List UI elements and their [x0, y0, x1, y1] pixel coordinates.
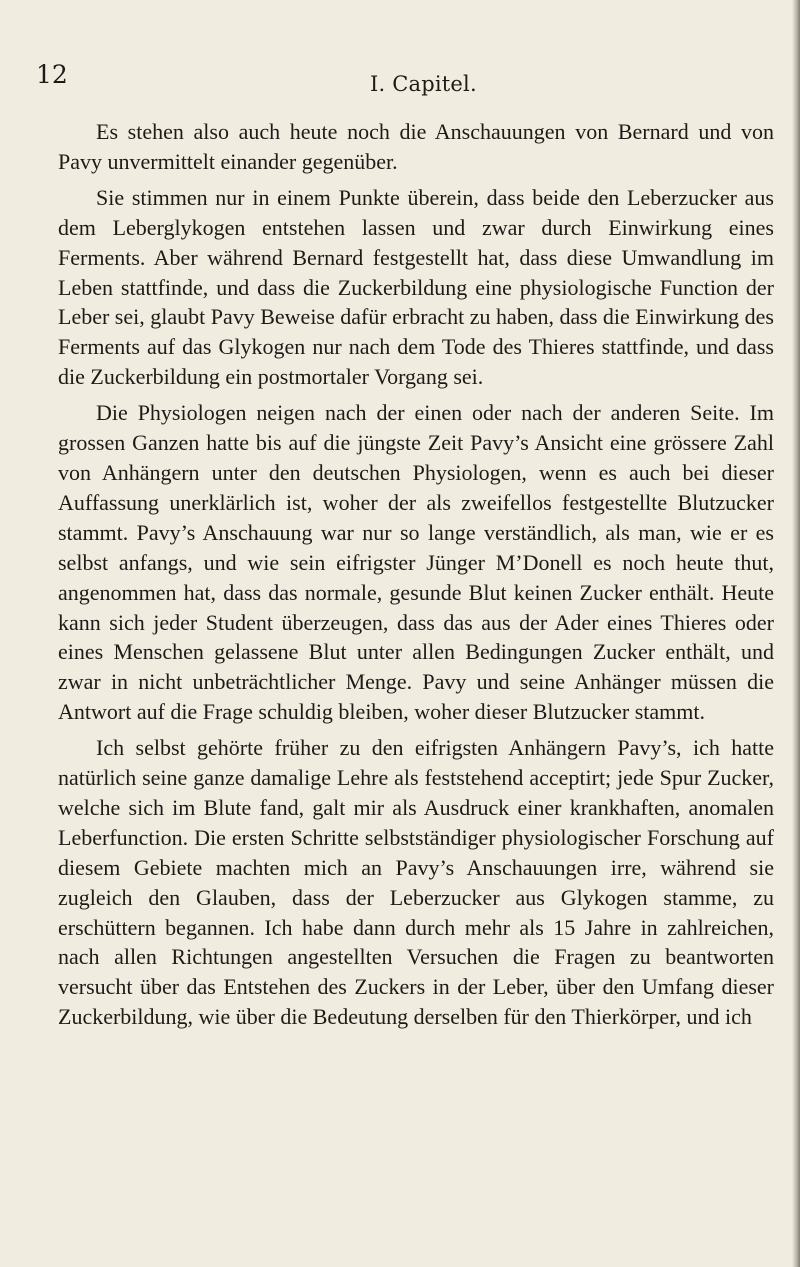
paragraph-2: Sie stimmen nur in einem Punkte überein, dass beide den Leberzucker aus dem Leberglykogen entstehen lassen und zwar durch Einwirkung eines Ferments. Aber während Bernard festgestellt hat, dass diese Umwandlung im Leben stattfinde, und dass die Zuckerbildung eine physiologische Function der Leber sei, glaubt Pavy Beweise dafür erbracht zu haben, dass die Einwirkung des Ferments auf das Glykogen nur nach dem Tode des Thieres stattfinde, und dass die Zuckerbildung ein postmortaler Vorgang sei.: [58, 184, 774, 390]
paragraph-3: Die Physiologen neigen nach der einen oder nach der anderen Seite. Im grossen Ganzen hatte bis auf die jüngste Zeit Pavy’s Ansicht eine grössere Zahl von Anhängern unter den deutschen Physiologen, wenn es auch bei dieser Auffassung unerklärlich ist, woher der als zweifellos festgestellte Blutzucker stammt. Pavy’s Anschauung war nur so lange verständlich, als man, wie er es selbst anfangs, und wie sein eifrigster Jünger M’Donell es noch heute thut, angenommen hat, dass das normale, gesunde Blut keinen Zucker enthält. Heute kann sich jeder Student überzeugen, dass das aus der Ader eines Thieres oder eines Menschen gelassene Blut unter allen Bedingungen Zucker enthält, und zwar in nicht unbeträchtlicher Menge. Pavy und seine Anhänger müssen die Antwort auf die Frage schuldig bleiben, woher dieser Blutzucker stammt.: [58, 400, 774, 725]
body-text: [58, 117, 774, 1032]
page-edge-shadow: [792, 0, 800, 1267]
paragraph-1: Es stehen also auch heute noch die Anschauungen von Bernard und von Pavy unvermittelt einander gegenüber.: [58, 119, 774, 174]
page-number: 12: [36, 60, 68, 89]
running-head: I. Capitel.: [370, 72, 477, 96]
paragraph-4: Ich selbst gehörte früher zu den eifrigsten Anhängern Pavy’s, ich hatte natürlich seine ganze damalige Lehre als feststehend acceptirt; jede Spur Zucker, welche sich im Blute fand, galt mir als Ausdruck einer krankhaften, anomalen Leberfunction. Die ersten Schritte selbstständiger physiologischer Forschung auf diesem Gebiete machten mich an Pavy’s Anschauungen irre, während sie zugleich den Glauben, dass der Leberzucker aus Glykogen stamme, zu erschüttern begannen. Ich habe dann durch mehr als 15 Jahre in zahlreichen, nach allen Richtungen angestellten Versuchen die Fragen zu beantworten versucht über das Entstehen des Zuckers in der Leber, über den Umfang dieser Zuckerbildung, wie über die Bedeutung derselben für den Thierkörper, und ich: [58, 735, 774, 1030]
